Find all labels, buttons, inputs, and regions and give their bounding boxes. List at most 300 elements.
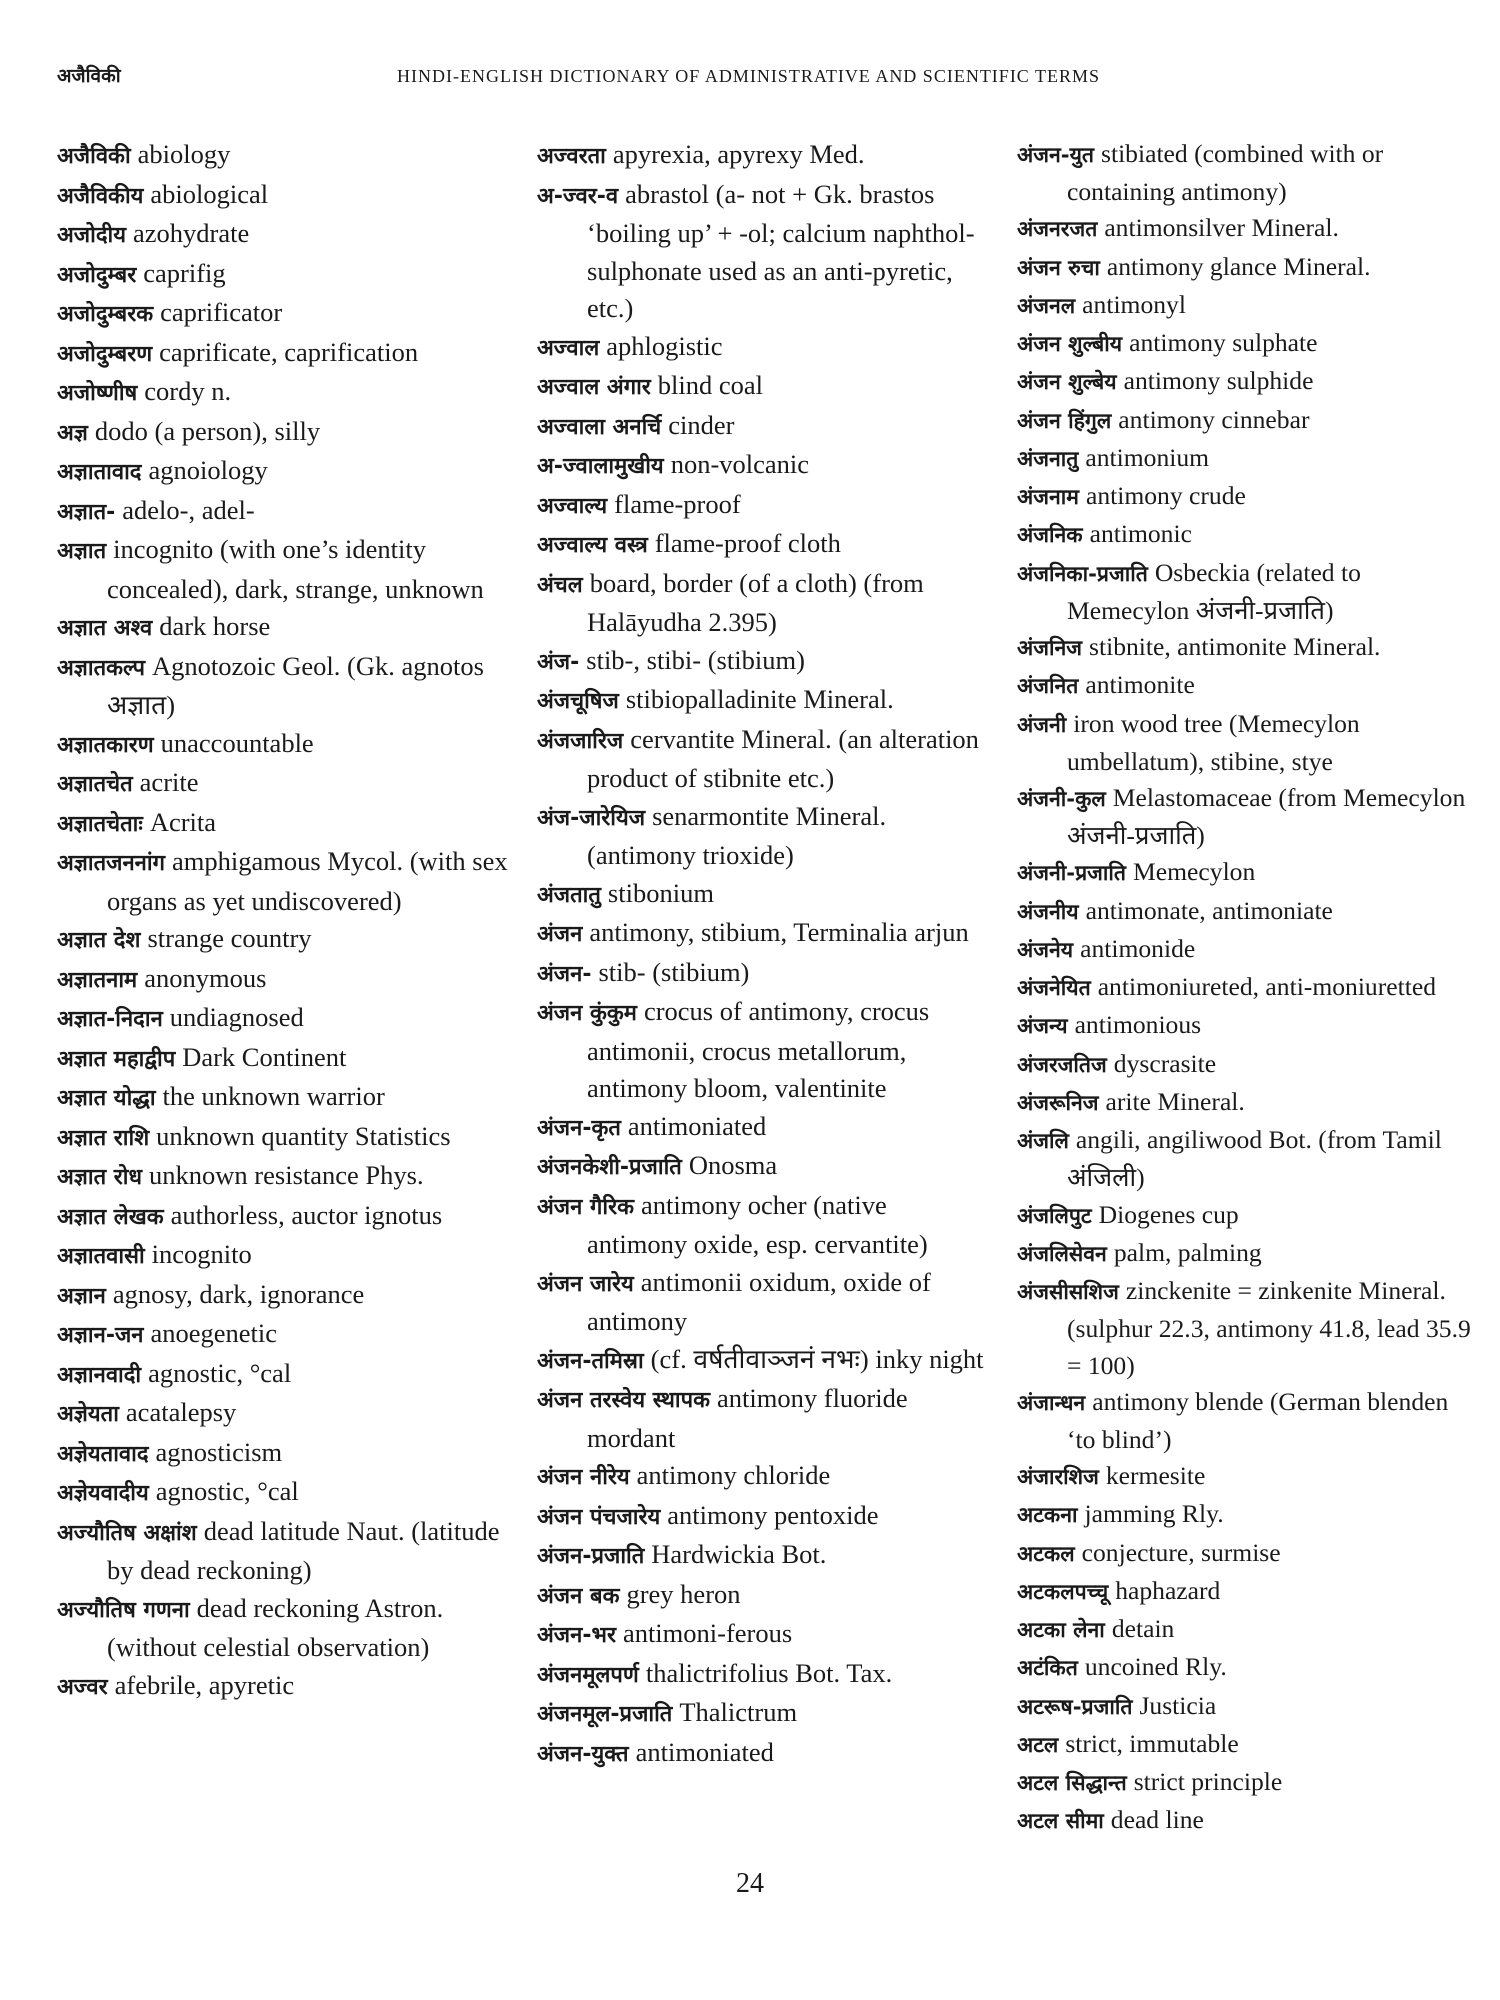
dictionary-entry (1017, 440, 1472, 478)
dictionary-entry (57, 452, 512, 492)
dictionary-entry (537, 721, 992, 798)
entry-headword: अंज-जारेयिज (537, 805, 646, 831)
dictionary-entry (1017, 478, 1472, 516)
entry-definition: stib- (stibium) (598, 956, 750, 987)
entry-headword: अज्ञात राशि (57, 1125, 150, 1151)
dictionary-entry (537, 1457, 992, 1497)
entry-definition: dead reckoning Astron. (without celestial observation) (107, 1592, 444, 1662)
entry-definition: antimony crude (1085, 481, 1246, 511)
entry-headword: अंजनिक (1017, 523, 1083, 549)
entry-headword: अंजन-तमिस्रा (537, 1348, 644, 1374)
entry-headword: अज्ञातकारण (57, 732, 154, 758)
dictionary-entry (57, 1276, 512, 1316)
entry-headword: अंजनमूलपर्ण (537, 1662, 639, 1688)
dictionary-entry (1017, 1084, 1472, 1122)
entry-headword: अंजन-भर (537, 1623, 616, 1648)
entry-headword: अंजनित (1017, 674, 1079, 700)
entry-definition: strict, immutable (1065, 1728, 1239, 1758)
entry-headword: अज्यौतिष अक्षांश (57, 1520, 197, 1546)
entry-definition: adelo-, adel- (122, 494, 255, 525)
dictionary-entry (1017, 780, 1472, 854)
entry-headword: अंजन (537, 922, 583, 947)
entry-definition: caprifig (143, 257, 226, 288)
dictionary-entry (537, 486, 992, 526)
dictionary-entry (57, 608, 512, 648)
dictionary-entry (1017, 706, 1472, 780)
entry-definition: (cf. वर्षतीवाञ्जनं नभः) inky night (650, 1343, 984, 1374)
dictionary-entry (1017, 1649, 1472, 1687)
page-header (57, 62, 1437, 92)
entry-headword: अटल सिद्धान्त (1017, 1771, 1127, 1797)
dictionary-entry (1017, 1802, 1472, 1840)
entry-definition: Diogenes cup (1098, 1199, 1239, 1229)
entry-definition: antimony cinnebar (1118, 404, 1310, 434)
entry-headword: अज्ञातवासी (57, 1244, 145, 1269)
entry-headword: अज्ञानवादी (57, 1362, 142, 1388)
entry-definition: antimony glance Mineral. (1106, 251, 1371, 281)
entry-headword: अंजन शुल्बेय (1017, 370, 1117, 396)
entry-headword: अंजनातु (1017, 446, 1079, 472)
entry-definition: board, border (of a cloth) (from Halāyudha 2.395) (587, 567, 924, 637)
entry-headword: अंजन शुल्बीय (1017, 332, 1123, 358)
entry-definition: Thalictrum (679, 1697, 798, 1727)
dictionary-entry (537, 1264, 992, 1341)
dictionary-entry (57, 334, 512, 374)
dictionary-entry (57, 1667, 512, 1707)
entry-definition: antimony ocher (native antimony oxide, esp. cervantite) (587, 1189, 928, 1259)
entry-definition: stibiated (combined with or containing antimony) (1067, 139, 1384, 207)
entry-headword: अंजनेयित (1017, 976, 1091, 1002)
entry-headword: अज्ञात- (57, 499, 116, 525)
entry-headword: अज्ञातचेताः (57, 811, 143, 837)
entry-headword: अंजन-युक्त (537, 1741, 629, 1767)
entry-headword: अज्वर (57, 1674, 108, 1700)
entry-definition: arite Mineral. (1105, 1086, 1245, 1116)
entry-headword: अजोदुम्बर (57, 262, 137, 288)
entry-headword: अंजन- (537, 961, 592, 987)
entry-definition: incognito (with one’s identity concealed), dark, strange, unknown (107, 534, 484, 604)
dictionary-entry (57, 1473, 512, 1513)
entry-definition: palm, palming (1113, 1237, 1262, 1267)
dictionary-entry (537, 1655, 992, 1695)
dictionary-entry (57, 136, 512, 176)
entry-definition: apyrexia, apyrexy Med. (612, 139, 865, 169)
entry-headword: अज्ञात (57, 539, 107, 564)
entry-headword: अज्ञातकल्प (57, 655, 145, 681)
entry-headword: अज्वाल्य वस्त्र (537, 533, 648, 558)
entry-headword: अंजन गैरिक (537, 1194, 634, 1220)
dictionary-entry (1017, 287, 1472, 325)
entry-headword: अटकल (1017, 1541, 1075, 1567)
dictionary-entry (537, 1536, 992, 1576)
entry-headword: अज्वाला अनर्चि (537, 414, 662, 440)
dictionary-entry (537, 1734, 992, 1774)
entry-definition: acrite (139, 767, 199, 797)
entry-definition: antimonyl (1082, 289, 1186, 319)
entry-definition: unknown quantity Statistics (156, 1120, 451, 1151)
entry-definition: thalictrifolius Bot. Tax. (645, 1657, 893, 1688)
entry-definition: azohydrate (132, 218, 250, 248)
entry-headword: अंजतातु (537, 882, 601, 908)
dictionary-entry (57, 648, 512, 725)
entry-headword: अजोदीय (57, 223, 126, 248)
entry-definition: antimonium (1085, 442, 1210, 472)
dictionary-entry (57, 1039, 512, 1079)
entry-definition: cordy n. (144, 376, 232, 406)
dictionary-entry (1017, 1496, 1472, 1534)
dictionary-entry (57, 1157, 512, 1197)
entry-definition: antimony fluoride mordant (587, 1383, 908, 1453)
entry-definition: iron wood tree (Memecylon umbellatum), stibine, stye (1067, 708, 1360, 776)
entry-headword: अंजलिसेवन (1017, 1241, 1107, 1267)
entry-definition: stibonium (607, 877, 714, 908)
entry-definition: Hardwickia Bot. (651, 1539, 827, 1569)
entry-definition: the unknown warrior (162, 1081, 385, 1111)
dictionary-entry (537, 798, 992, 875)
entry-headword: अज्वाल अंगार (537, 375, 651, 400)
dictionary-entry (1017, 402, 1472, 440)
entry-headword: अज्ञ (57, 420, 88, 446)
dictionary-entry (57, 215, 512, 255)
entry-headword: अंजलि (1017, 1129, 1069, 1155)
entry-headword: अजोदुम्बरक (57, 302, 154, 327)
column-1 (57, 136, 512, 1706)
entry-definition: agnostic, °cal (155, 1476, 299, 1506)
dictionary-entry (537, 993, 992, 1108)
dictionary-entry (1017, 136, 1472, 210)
column-2 (537, 136, 992, 1773)
entry-definition: dyscrasite (1113, 1048, 1217, 1078)
entry-definition: antimonite (1085, 670, 1195, 700)
entry-headword: अजैविकीय (57, 183, 144, 209)
entry-headword: अंजनिका-प्रजाति (1017, 561, 1148, 587)
dictionary-entry (1017, 1535, 1472, 1573)
column-3 (1017, 136, 1472, 1841)
entry-definition: incognito (151, 1239, 252, 1269)
entry-definition: aphlogistic (606, 330, 723, 361)
dictionary-entry (1017, 969, 1472, 1007)
entry-headword: अ-ज्वर-व (537, 183, 619, 209)
entry-definition: senarmontite Mineral. (antimony trioxide) (587, 800, 887, 870)
dictionary-entry (57, 176, 512, 216)
entry-definition: abrastol (a- not + Gk. brastos ‘boiling up’ + -ol; calcium naphthol-sulphonate used as an anti-pyretic, etc.) (587, 178, 975, 323)
entry-headword: अज्ञात महाद्वीप (57, 1046, 176, 1072)
dictionary-entry (1017, 1197, 1472, 1235)
dictionary-entry (57, 960, 512, 1000)
entry-definition: antimony pentoxide (667, 1499, 879, 1530)
dictionary-entry (1017, 1046, 1472, 1084)
dictionary-entry (1017, 555, 1472, 629)
entry-headword: अंचल (537, 572, 583, 598)
entry-definition: grey heron (626, 1578, 741, 1609)
dictionary-entry (537, 446, 992, 486)
entry-headword: अटका लेना (1017, 1618, 1105, 1644)
entry-headword: अंजनाम (1017, 485, 1079, 511)
entry-headword: अज्ञान (57, 1283, 106, 1309)
dictionary-entry (1017, 1007, 1472, 1045)
entry-headword: अंजनल (1017, 293, 1076, 319)
entry-definition: antimony chloride (636, 1460, 831, 1490)
entry-definition: Melastomaceae (from Memecylon अंजनी-प्रजाति) (1067, 782, 1466, 851)
entry-headword: अंजन रुचा (1017, 255, 1100, 281)
entry-definition: crocus of antimony, crocus antimonii, crocus metallorum, antimony bloom, valentinite (587, 996, 930, 1103)
dictionary-entry (57, 843, 512, 920)
entry-headword: अंजजारिज (537, 728, 624, 754)
entry-headword: अंजरूनिज (1017, 1090, 1099, 1116)
entry-headword: अंजन पंचजारेय (537, 1504, 661, 1530)
entry-headword: अंजलिपुट (1017, 1203, 1092, 1229)
entry-headword: अज्वाल (537, 335, 600, 361)
entry-definition: antimonii oxidum, oxide of antimony (587, 1266, 931, 1336)
entry-definition: antimonic (1089, 519, 1192, 549)
dictionary-entry (537, 954, 992, 994)
entry-definition: Acrita (149, 806, 217, 837)
entry-headword: अटल (1017, 1732, 1059, 1758)
running-title: HINDI-ENGLISH DICTIONARY OF ADMINISTRATIVE AND SCIENTIFIC TERMS (397, 66, 1101, 86)
dictionary-entry (1017, 629, 1472, 667)
dictionary-entry (537, 1147, 992, 1187)
entry-headword: अज्ञात योद्धा (57, 1086, 156, 1111)
entry-definition: uncoined Rly. (1084, 1652, 1227, 1682)
dictionary-entry (1017, 1235, 1472, 1273)
entry-definition: kermesite (1105, 1461, 1206, 1491)
entry-definition: agnostic, °cal (148, 1357, 292, 1388)
entry-headword: अज्ञात लेखक (57, 1204, 164, 1230)
entry-definition: antimony, stibium, Terminalia arjun (589, 917, 969, 947)
dictionary-entry (57, 1197, 512, 1237)
entry-definition: strange country (147, 923, 312, 953)
entry-definition: unaccountable (160, 727, 314, 758)
dictionary-entry (537, 1576, 992, 1616)
entry-definition: dodo (a person), silly (94, 415, 321, 446)
entry-headword: अजैविकी (57, 144, 131, 169)
dictionary-entry (1017, 516, 1472, 554)
dictionary-entry (537, 1497, 992, 1537)
dictionary-entry (57, 1078, 512, 1118)
entry-headword: अज्ञातनाम (57, 967, 138, 993)
dictionary-entry (1017, 1273, 1472, 1384)
dictionary-entry (57, 1434, 512, 1474)
entry-definition: flame-proof cloth (654, 528, 841, 558)
entry-definition: haphazard (1115, 1575, 1221, 1605)
entry-definition: unknown resistance Phys. (149, 1160, 424, 1190)
dictionary-entry (537, 642, 992, 682)
dictionary-entry (1017, 210, 1472, 248)
entry-definition: Memecylon (1133, 857, 1256, 887)
dictionary-entry (537, 407, 992, 447)
entry-headword: अंजनीय (1017, 899, 1079, 925)
dictionary-entry (57, 373, 512, 413)
dictionary-entry (537, 176, 992, 328)
entry-definition: anoegenetic (150, 1318, 278, 1348)
dictionary-entry (1017, 1573, 1472, 1611)
entry-headword: अज्ञात रोध (57, 1165, 143, 1190)
entry-headword: अटरूष-प्रजाति (1017, 1694, 1133, 1720)
entry-definition: Onosma (688, 1150, 778, 1180)
entry-definition: stib-, stibi- (stibium) (586, 644, 805, 675)
entry-headword: अटकना (1017, 1503, 1078, 1529)
dictionary-entry (57, 413, 512, 453)
entry-definition: anonymous (144, 962, 267, 993)
entry-definition: authorless, auctor ignotus (170, 1199, 443, 1230)
entry-headword: अंजारशिज (1017, 1465, 1099, 1491)
dictionary-entry (1017, 931, 1472, 969)
entry-definition: agnosy, dark, ignorance (112, 1278, 365, 1309)
entry-definition: antimony sulphide (1123, 366, 1314, 396)
entry-headword: अंजन हिंगुल (1017, 408, 1112, 434)
entry-headword: अंजरजतिज (1017, 1052, 1107, 1078)
entry-headword: अंजनी-कुल (1017, 786, 1106, 812)
dictionary-entry (1017, 249, 1472, 287)
entry-definition: abiology (137, 139, 231, 169)
entry-headword: अज्ञातावाद (57, 460, 142, 485)
running-headword: अजैविकी (57, 65, 121, 87)
entry-headword: अंजन्य (1017, 1014, 1068, 1040)
entry-definition: strict principle (1133, 1767, 1283, 1797)
entry-definition: jamming Rly. (1084, 1499, 1224, 1529)
entry-definition: abiological (150, 178, 269, 209)
dictionary-entry (537, 565, 992, 642)
entry-definition: dead latitude Naut. (latitude by dead reckoning) (107, 1515, 500, 1585)
entry-definition: antimoni-ferous (622, 1618, 793, 1648)
dictionary-entry (537, 136, 992, 176)
dictionary-entry (1017, 1688, 1472, 1726)
entry-headword: अंजन-कृत (537, 1115, 621, 1141)
entry-definition: antimoniated (635, 1736, 774, 1767)
dictionary-entry (537, 1187, 992, 1264)
entry-headword: अंजन जारेय (537, 1271, 634, 1297)
entry-definition: amphigamous Mycol. (with sex organs as yet undiscovered) (107, 846, 508, 916)
dictionary-entry (1017, 325, 1472, 363)
entry-definition: blind coal (657, 370, 764, 400)
dictionary-entry (537, 1615, 992, 1655)
entry-headword: अज्वरता (537, 144, 606, 169)
entry-definition: stibiopalladinite Mineral. (625, 684, 894, 714)
entry-headword: अज्ञेयता (57, 1402, 119, 1427)
dictionary-entry (1017, 893, 1472, 931)
dictionary-entry (57, 492, 512, 532)
entry-definition: antimonious (1074, 1010, 1202, 1040)
dictionary-entry (537, 367, 992, 407)
dictionary-entry (537, 1380, 992, 1457)
entry-headword: अंज- (537, 649, 580, 675)
entry-headword: अंजन-युत (1017, 143, 1094, 168)
entry-headword: अज्ञेयतावाद (57, 1441, 149, 1467)
dictionary-entry (1017, 363, 1472, 401)
dictionary-entry (1017, 667, 1472, 705)
entry-definition: caprificate, caprification (159, 336, 419, 367)
entry-definition: agnoiology (148, 455, 268, 485)
entry-headword: अज्यौतिष गणना (57, 1597, 190, 1623)
entry-definition: non-volcanic (670, 449, 810, 479)
entry-definition: afebrile, apyretic (114, 1669, 295, 1700)
dictionary-entry (57, 999, 512, 1039)
entry-definition: antimoniureted, anti-moniuretted (1097, 972, 1436, 1002)
dictionary-entry (57, 764, 512, 804)
entry-definition: antimony sulphate (1129, 328, 1318, 358)
entry-definition: Justicia (1139, 1690, 1217, 1720)
entry-headword: अंजनी (1017, 712, 1067, 738)
entry-headword: अजोदुम्बरण (57, 341, 153, 367)
dictionary-entry (57, 531, 512, 608)
dictionary-entry (1017, 854, 1472, 892)
dictionary-entry (57, 294, 512, 334)
entry-definition: antimoniated (627, 1110, 767, 1141)
entry-headword: अंजान्धन (1017, 1390, 1086, 1416)
dictionary-entry (57, 1236, 512, 1276)
entry-definition: Osbeckia (related to Memecylon अंजनी-प्रजाति) (1067, 557, 1361, 625)
entry-headword: अंजचूषिज (537, 689, 619, 714)
dictionary-entry (537, 875, 992, 915)
entry-headword: अज्ञात देश (57, 928, 141, 953)
dictionary-entry (57, 804, 512, 844)
dictionary-entry (537, 328, 992, 368)
dictionary-entry (57, 725, 512, 765)
entry-definition: undiagnosed (169, 1002, 304, 1032)
entry-headword: अंजन-प्रजाति (537, 1544, 645, 1569)
entry-definition: dark horse (159, 611, 271, 641)
dictionary-entry (1017, 1726, 1472, 1764)
dictionary-entry (1017, 1122, 1472, 1196)
dictionary-entry (537, 1341, 992, 1381)
entry-headword: अज्ञेयवादीय (57, 1481, 149, 1506)
entry-definition: antimonate, antimoniate (1085, 895, 1333, 925)
entry-definition: Dark Continent (182, 1041, 347, 1072)
entry-headword: अंजनरजत (1017, 217, 1098, 243)
entry-definition: antimonsilver Mineral. (1104, 213, 1339, 243)
entry-definition: agnosticism (155, 1436, 283, 1467)
dictionary-entry (57, 1513, 512, 1590)
page-number: 24 (736, 1868, 764, 1899)
entry-definition: Agnotozoic Geol. (Gk. agnotos अज्ञात) (107, 650, 484, 720)
dictionary-entry (57, 255, 512, 295)
entry-headword: अंजन तरस्वेय स्थापक (537, 1388, 711, 1413)
entry-definition: angili, angiliwood Bot. (from Tamil अंजिली) (1067, 1125, 1442, 1193)
dictionary-entry (537, 525, 992, 565)
entry-definition: antimonide (1080, 933, 1196, 963)
entry-headword: अज्ञातजननांग (57, 851, 165, 876)
entry-headword: अंजनकेशी-प्रजाति (537, 1155, 682, 1180)
entry-headword: अज्ञात-निदान (57, 1007, 163, 1032)
dictionary-entry (1017, 1384, 1472, 1458)
entry-headword: अज्ञात अश्व (57, 616, 153, 641)
entry-headword: अटकलपच्चू (1017, 1579, 1109, 1605)
entry-headword: अंजनेय (1017, 937, 1074, 963)
entry-headword: अंजन नीरेय (537, 1465, 630, 1490)
entry-headword: अंजनमूल-प्रजाति (537, 1702, 673, 1727)
dictionary-entry (1017, 1611, 1472, 1649)
dictionary-entry (57, 1355, 512, 1395)
entry-headword: अज्वाल्य (537, 493, 608, 519)
entry-headword: अंजन कुंकुम (537, 1001, 637, 1026)
entry-headword: अज्ञान-जन (57, 1323, 144, 1348)
entry-definition: stibnite, antimonite Mineral. (1089, 632, 1381, 662)
entry-headword: अंजन बक (537, 1583, 620, 1609)
entry-headword: अंजनी-प्रजाति (1017, 861, 1127, 887)
entry-headword: अ-ज्वालामुखीय (537, 454, 664, 479)
entry-headword: अज्ञातचेत (57, 772, 133, 797)
dictionary-entry (537, 1694, 992, 1734)
entry-definition: cervantite Mineral. (an alteration product of stibnite etc.) (587, 723, 979, 793)
entry-definition: caprificator (160, 297, 283, 327)
dictionary-entry (57, 1118, 512, 1158)
dictionary-entry (1017, 1764, 1472, 1802)
entry-definition: zinckenite = zinkenite Mineral. (sulphur 22.3, antimony 41.8, lead 35.9 = 100) (1067, 1276, 1471, 1380)
dictionary-entry (57, 920, 512, 960)
entry-headword: अंजसीसशिज (1017, 1280, 1119, 1306)
entry-headword: अटंकित (1017, 1656, 1078, 1682)
entry-definition: flame-proof (614, 488, 741, 519)
